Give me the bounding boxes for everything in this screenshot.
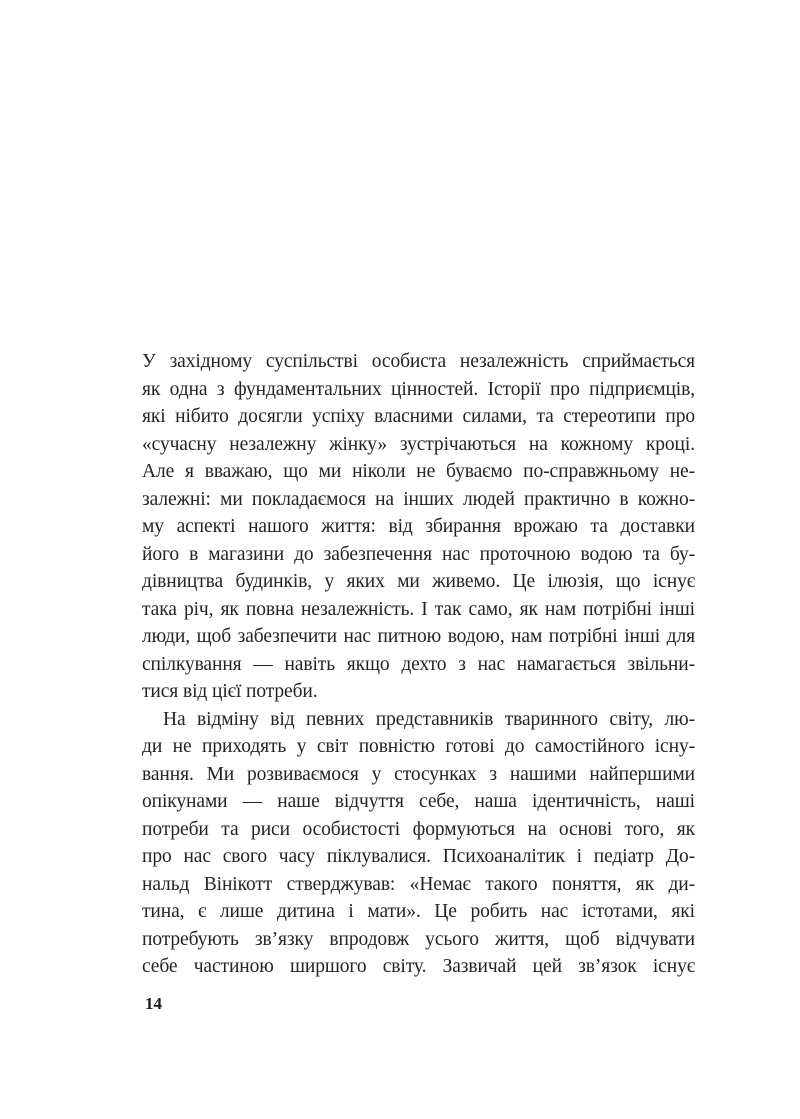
- text-line: опікунами — наше відчуття себе, наша ідентичність, наші: [142, 791, 695, 812]
- text-line: вання. Ми розвиваємося у стосунках з нашими найпершими: [142, 763, 695, 785]
- text-line: потреби та риси особистості формуються на основі того, як: [142, 818, 695, 840]
- text-line: ди не приходять у світ повністю готові до самостійного існу-: [142, 736, 695, 757]
- text-line: Але я вважаю, що ми ніколи не буваємо по-справжньому не-: [142, 461, 695, 482]
- text-line: себе частиною ширшого світу. Зазвичай цей зв’язок існує: [142, 956, 695, 977]
- text-line: про нас свого часу піклувалися. Психоаналітик і педіатр До-: [142, 846, 695, 867]
- paragraph-2: [142, 706, 695, 981]
- text-line: залежні: ми покладаємося на інших людей практично в кожно-: [142, 488, 695, 510]
- text-line: спілкування — навіть якщо дехто з нас намагається звільни-: [142, 653, 695, 675]
- text-line: така річ, як повна незалежність. І так само, як нам потрібні інші: [142, 598, 695, 620]
- text-line: тися від цієї потреби.: [142, 681, 318, 702]
- text-line: нальд Вінікотт стверджував: «Немає такого поняття, як ди-: [142, 873, 695, 895]
- text-line: У західному суспільстві особиста незалежність сприймається: [142, 351, 695, 372]
- text-line: му аспекті нашого життя: від збирання врожаю та доставки: [142, 516, 695, 537]
- page-number: 14: [145, 994, 162, 1013]
- text-line: На відміну від певних представників тваринного світу, лю-: [163, 708, 695, 730]
- text-line: його в магазини до забезпечення нас проточною водою та бу-: [142, 543, 695, 565]
- text-line: які нібито досягли успіху власними силами, та стереотипи про: [142, 406, 695, 427]
- text-line: дівництва будинків, у яких ми живемо. Це ілюзія, що існує: [142, 571, 695, 592]
- text-line: «сучасну незалежну жінку» зустрічаються на кожному кроці.: [142, 433, 695, 455]
- text-line: тина, є лише дитина і мати». Це робить нас істотами, які: [142, 901, 695, 922]
- text-line: потребують зв’язку впродовж усього життя, щоб відчувати: [142, 928, 695, 950]
- text-line: люди, щоб забезпечити нас питною водою, нам потрібні інші для: [142, 626, 695, 647]
- page-text: [142, 348, 695, 981]
- text-line: як одна з фундаментальних цінностей. Історії про підприємців,: [142, 378, 695, 400]
- paragraph-1: [142, 348, 695, 706]
